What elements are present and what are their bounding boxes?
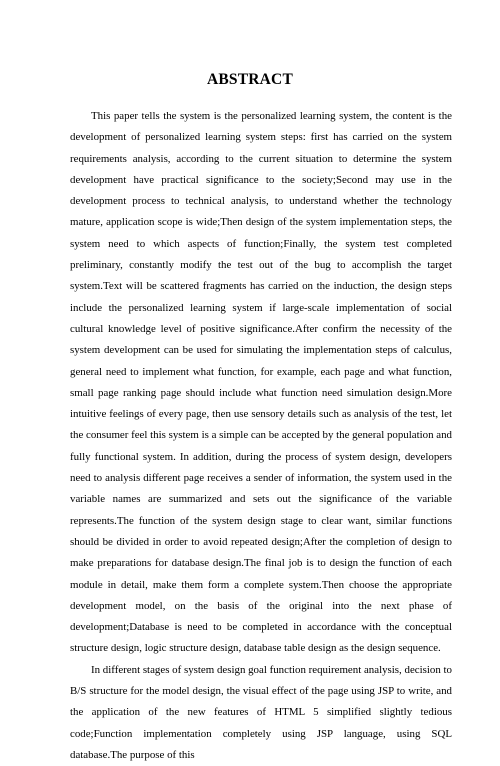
abstract-paragraph-2: In different stages of system design goal function requirement analysis, decision to B/S structure for the model design, the visual effect of the page using JSP to write, and the application of the new features of HTML 5 simplified slightly tedious code;Function implementation completely using JSP language, using SQL database.The purpose of this xyxy=(70,663,452,761)
abstract-paragraph-1: This paper tells the system is the personalized learning system, the content is the development of personalized learning system steps: first has carried on the system requirements analysis, according to the current situation to determine the system development have practical significance to the society;Second may use in the development process to technical analysis, to understand whether the technology mature, application scope is wide;Then design of the system implementation steps, the system need to which aspects of function;Finally, the system test completed preliminary, constantly modify the test out of the bug to accomplish the target system.Text will be scattered fragments has carried on the induction, the design steps include the personalized learning system if large-scale implementation of social cultural knowledge level of positive significance.After confirm the necessity of the system development can be used for simulating the implementation steps of calculus, general need to implement what function, for example, each page and what function, small page ranking page should include what function need simulation design.More intuitive feelings of every page, then use sensory details such as analysis of the test, let the consumer feel this system is a simple can be accepted by the general population and fully functional system. In addition, during the process of system design, developers need to analysis different page receives a sender of information, the system used in the variable names are summarized and sets out the significance of the variable represents.The function of the system design stage to clear want, similar functions should be divided in order to avoid repeated design;After the completion of design to make preparations for database design.The final job is to design the function of each module in detail, make them form a complete system.Then choose the appropriate development model, on the basis of the original into the next phase of development;Database is need to be completed in accordance with the conceptual structure design, logic structure design, database table design as the design sequence. xyxy=(70,110,452,655)
abstract-title: ABSTRACT xyxy=(206,71,293,88)
abstract-body xyxy=(70,106,452,766)
